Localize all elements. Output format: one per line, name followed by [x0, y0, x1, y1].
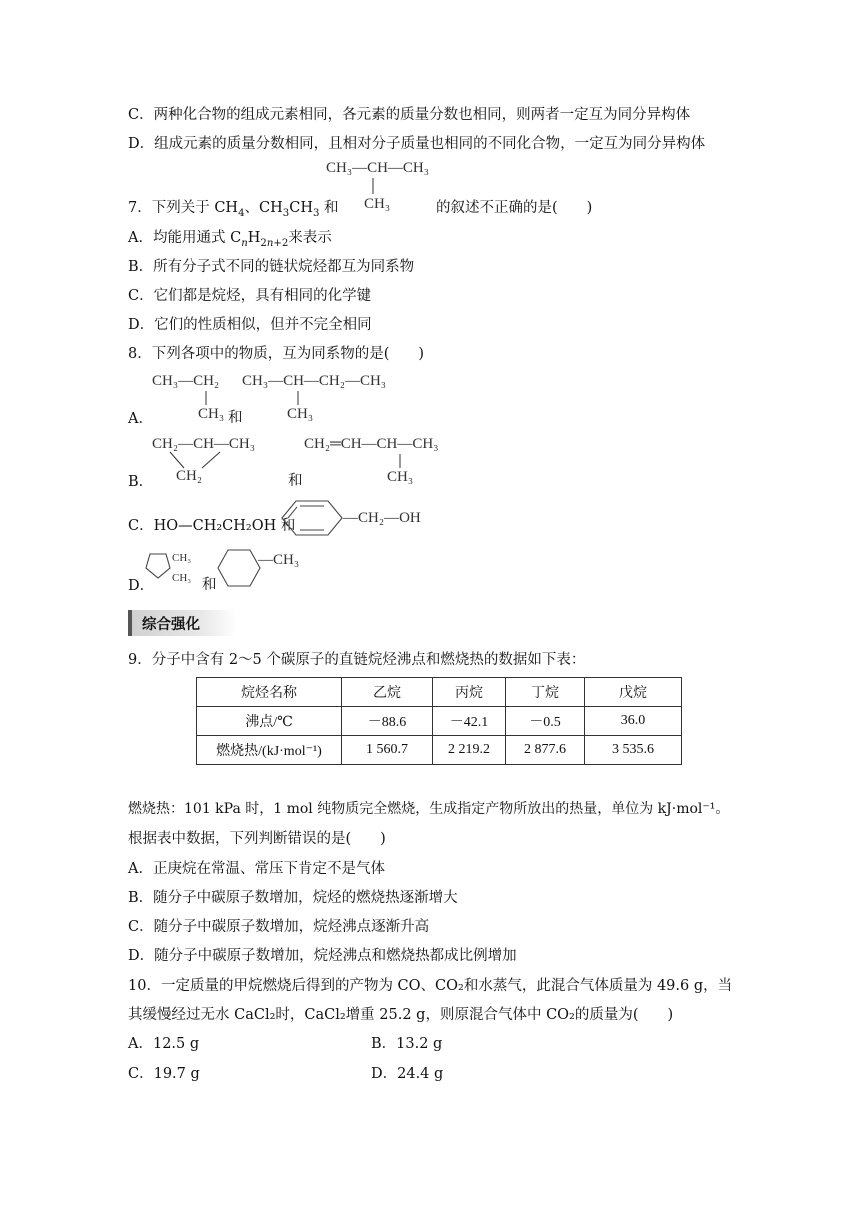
q7-option-a-post: 来表示	[288, 230, 332, 246]
q8-b-struct1-bottom: CH₂	[176, 468, 203, 484]
q7-option-b: B．所有分子式不同的链状烷烃都互为同系物	[128, 259, 415, 275]
table-cell: －0.5	[506, 707, 585, 736]
q7-stem-mid2: CH	[289, 200, 313, 216]
q7-stem-mid1: 、CH	[244, 200, 283, 216]
q8-a-struct1-top: CH₃—CH₂	[152, 373, 220, 389]
table-cell: －42.1	[433, 707, 506, 736]
q7-structure-bond	[370, 178, 376, 196]
q7-option-a-mid: H	[247, 230, 261, 246]
q7-option-c: C．它们都是烷烃，具有相同的化学键	[128, 288, 372, 304]
q8-d-and: 和	[202, 577, 217, 593]
q9-option-c: C．随分子中碳原子数增加，烷烃沸点逐渐升高	[128, 919, 430, 935]
q10-stem-line2: 其缓慢经过无水 CaCl₂时，CaCl₂增重 25.2 g，则原混合气体中 CO₂的质量为( )	[128, 1007, 674, 1023]
q8-a-label: A．	[128, 411, 153, 427]
table-cell: 沸点/℃	[197, 707, 342, 736]
section-banner	[128, 610, 236, 636]
q8-d-label: D．	[128, 578, 155, 594]
q8-a-struct2-top: CH₃—CH—CH₂—CH₃	[242, 373, 387, 389]
q7-stem-mid3: 和	[319, 200, 339, 216]
alkane-data-table	[196, 677, 682, 765]
table-row	[197, 736, 682, 765]
q10-stem-line1: 10．一定质量的甲烷燃烧后得到的产物为 CO、CO₂和水蒸气，此混合气体质量为 49.6 g，当	[128, 978, 733, 994]
q7-option-a-pre: A．均能用通式 C	[128, 230, 242, 246]
q9-option-a: A．正庚烷在常温、常压下肯定不是气体	[128, 861, 385, 877]
q8-b-struct2-top: CH₂═CH—CH—CH₃	[304, 436, 439, 452]
table-header-row	[197, 678, 682, 707]
q9-ask: 根据表中数据，下列判断错误的是( )	[128, 831, 386, 847]
section-banner-bar	[128, 610, 132, 636]
q7-stem-suffix: 的叙述不正确的是( )	[436, 200, 593, 216]
table-cell: 2 877.6	[506, 736, 585, 765]
q7-stem: 7．下列关于 $CH_4$、$CH_3CH_3$ 和	[128, 200, 339, 219]
q7-option-a: A．均能用通式 $C_nH_{2n+2}$来表示	[128, 230, 332, 249]
table-row	[197, 707, 682, 736]
table-cell: 丁烷	[506, 678, 585, 707]
q6-option-d: D．组成元素的质量分数相同，且相对分子质量也相同的不同化合物，一定互为同分异构体	[128, 136, 706, 152]
table-cell: 丙烷	[433, 678, 506, 707]
q6-option-c: C．两种化合物的组成元素相同，各元素的质量分数也相同，则两者一定互为同分异构体	[128, 107, 691, 123]
cyclohexane-ring-icon	[218, 548, 262, 588]
q8-d-methyl-1: CH₃	[172, 552, 192, 564]
section-banner-title: 综合强化	[142, 617, 200, 633]
table-cell: 3 535.6	[585, 736, 682, 765]
q9-stem: 9．分子中含有 2～5 个碳原子的直链烷烃沸点和燃烧热的数据如下表：	[128, 652, 586, 668]
q8-a-struct1-bottom: CH₃	[198, 406, 225, 422]
q8-d-methyl-2: CH₃	[172, 572, 192, 584]
q8-a-struct1-bond	[203, 391, 209, 407]
q8-c-struct2-chain: —CH₂—OH	[343, 510, 421, 526]
q8-stem: 8．下列各项中的物质，互为同系物的是( )	[128, 346, 425, 362]
q8-c-text: C．HO—CH₂CH₂OH 和	[128, 518, 296, 534]
q7-option-d: D．它们的性质相似，但并不完全相同	[128, 317, 372, 333]
table-cell: 戊烷	[585, 678, 682, 707]
q10-option-d: D．24.4 g	[371, 1066, 444, 1082]
table-cell: 36.0	[585, 707, 682, 736]
table-cell: 1 560.7	[342, 736, 433, 765]
q8-b-label: B．	[128, 474, 154, 490]
q8-b-struct2-bottom: CH₃	[387, 469, 414, 485]
q7-structure-bottom: CH₃	[364, 196, 391, 212]
q10-option-a: A．12.5 g	[128, 1036, 200, 1052]
q8-a-struct2-bottom: CH₃	[287, 406, 314, 422]
table-cell: 烷烃名称	[197, 678, 342, 707]
q8-a-struct2-bond	[295, 391, 301, 407]
table-cell: 燃烧热/(kJ·mol⁻¹)	[197, 736, 342, 765]
q10-option-c: C．19.7 g	[128, 1066, 200, 1082]
q8-b-struct1-top: CH₂—CH—CH₃	[152, 436, 255, 452]
q7-structure-top: CH₃—CH—CH₃	[326, 160, 429, 176]
q9-option-d: D．随分子中碳原子数增加，烷烃沸点和燃烧热都成比例增加	[128, 948, 517, 964]
q8-b-and: 和	[288, 473, 303, 489]
q8-b-struct2-bond	[397, 454, 403, 470]
table-cell: 乙烷	[342, 678, 433, 707]
table-cell: 2 219.2	[433, 736, 506, 765]
q8-a-and: 和	[228, 410, 243, 426]
q9-note: 燃烧热：101 kPa 时，1 mol 纯物质完全燃烧，生成指定产物所放出的热量，单位为 kJ·mol⁻¹。	[128, 801, 730, 817]
q8-d-struct2-chain: —CH₃	[258, 552, 300, 568]
q10-option-b: B．13.2 g	[371, 1036, 443, 1052]
table-cell: －88.6	[342, 707, 433, 736]
q9-option-b: B．随分子中碳原子数增加，烷烃的燃烧热逐渐增大	[128, 890, 458, 906]
benzene-ring-icon	[284, 500, 346, 536]
q7-stem-prefix: 7．下列关于 CH	[128, 200, 239, 216]
